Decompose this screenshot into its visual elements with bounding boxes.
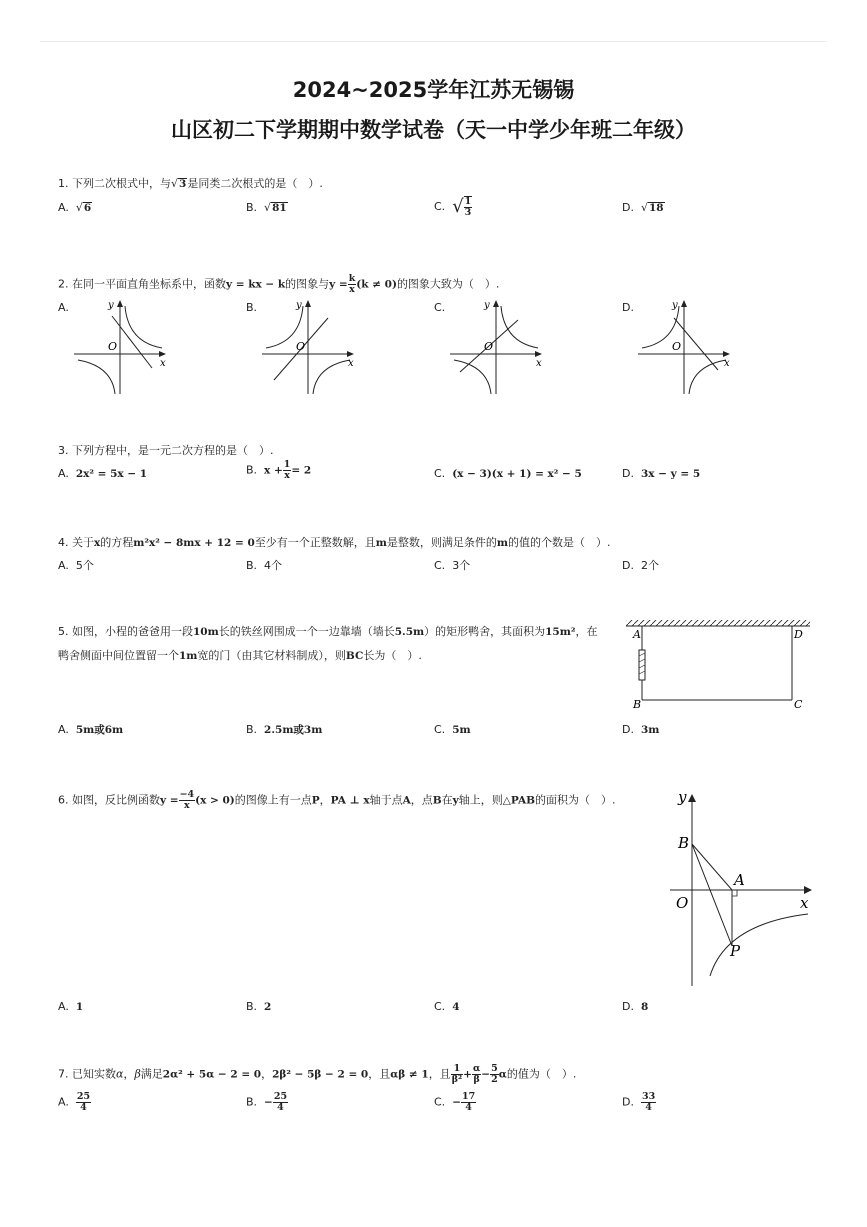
q1-option-c-num: 1 [464, 196, 472, 207]
q2-text-a: 2. 在同一平面直角坐标系中，函数 [58, 277, 226, 291]
q7-option-d-den: 4 [645, 1102, 652, 1113]
q2-text-c: 的图象大致为（ ）. [396, 277, 500, 291]
q4-var-x: x [94, 537, 101, 549]
question-7-stem [58, 1064, 576, 1085]
y-label: y [108, 300, 114, 311]
q7-option-b-sign: − [264, 1096, 273, 1109]
hyperbola-branch-q4 [313, 360, 350, 394]
q5-wall-length: 5.5m [394, 626, 425, 638]
q7-minus: − [481, 1068, 491, 1081]
option-letter: B. [246, 1000, 258, 1013]
y-label: y [672, 300, 678, 311]
q7-option-b[interactable] [246, 1092, 288, 1113]
option-letter: C. [434, 1095, 446, 1109]
q7-text-d: ， [261, 1067, 273, 1081]
q3-option-b[interactable] [246, 460, 311, 481]
q5-option-c[interactable] [434, 722, 471, 738]
q3-option-d[interactable] [622, 466, 700, 482]
q5-area: 15m² [545, 626, 576, 638]
question-1-stem: 1. 下列二次根式中，与√3是同类二次根式的是（ ）. [58, 177, 323, 190]
q7-option-c-den: 4 [465, 1102, 472, 1113]
q6-text-h: 的面积为（ ）. [534, 793, 616, 807]
option-letter: C. [434, 200, 446, 213]
q7-term2-den: β [473, 1074, 480, 1085]
option-letter: D. [622, 201, 634, 214]
question-5-stem-line-2 [58, 648, 422, 664]
origin-label: O [108, 340, 118, 353]
option-letter: C. [434, 467, 446, 480]
option-letter: D. [622, 723, 634, 736]
option-letter: A. [58, 201, 69, 214]
q7-plus: + [463, 1068, 472, 1081]
q6-point-p: P [311, 794, 320, 807]
q7-text-c: 满足 [140, 1067, 163, 1081]
origin-label: O [484, 340, 494, 353]
option-letter: A. [58, 723, 69, 736]
q6-option-d[interactable] [622, 999, 648, 1015]
q2-graph-a[interactable] [70, 296, 170, 396]
x-axis-arrow-icon [804, 886, 812, 894]
q6-text-d: 轴于点 [369, 793, 403, 807]
q6-func-lhs: y = [160, 794, 179, 807]
q4-text-e: 的值的个数是（ ）. [508, 536, 611, 549]
q3-option-b-num: 1 [283, 459, 291, 470]
q1-text-b: 是同类二次根式的是（ ）. [187, 177, 323, 190]
option-letter: D. [622, 1095, 634, 1109]
q7-option-a-den: 4 [80, 1102, 87, 1113]
label-a: A [734, 871, 745, 889]
q6-func-cond: (x > 0) [195, 794, 235, 807]
hyperbola-branch-q3 [454, 360, 491, 394]
q4-option-d[interactable] [622, 558, 659, 574]
q1-option-a-radicand: 6 [83, 202, 92, 214]
q5-option-a-text: 5m或6m [75, 724, 124, 736]
q7-option-a-num: 25 [76, 1091, 91, 1102]
q5-line1-c: ）的矩形鸭舍，其面积为 [424, 625, 546, 638]
q5-line2-c: 长为（ ）. [363, 649, 422, 662]
label-a: A [633, 628, 641, 641]
q7-option-d[interactable] [622, 1092, 656, 1113]
label-b: B [678, 834, 690, 852]
q5-segment: BC [345, 650, 364, 662]
q1-radical: 3 [179, 178, 187, 190]
q6-point-b: B [432, 794, 442, 807]
q5-option-d-text: 3m [640, 724, 660, 736]
q6-text-c: ， [319, 793, 331, 807]
q7-option-b-num: 25 [273, 1091, 288, 1102]
y-label: y [484, 300, 490, 311]
page-title-line-2: 山区初二下学期期中数学试卷（天一中学少年班二年级） [171, 118, 696, 142]
x-axis-arrow-icon [159, 351, 166, 357]
x-axis-arrow-icon [347, 351, 354, 357]
q2-text-b: 的图象与 [285, 277, 330, 291]
q7-text-a: 7. 已知实数 [58, 1067, 116, 1081]
q4-var-m-2: m [496, 537, 509, 549]
option-letter: B. [246, 559, 258, 572]
option-letter: A. [58, 1095, 69, 1109]
q7-text-e: ，且 [368, 1067, 391, 1081]
q6-text-e: ，点 [410, 793, 433, 807]
label-d: D [794, 628, 803, 641]
top-divider [40, 41, 827, 42]
option-letter: C. [434, 723, 446, 736]
q1-option-b-radicand: 81 [272, 202, 287, 214]
hyperbola-branch-q1 [125, 306, 162, 348]
q7-option-a[interactable] [58, 1092, 91, 1113]
origin-label: O [672, 340, 682, 353]
q5-line1-a: 5. 如图，小程的爸爸用一段 [58, 625, 193, 638]
q7-option-b-den: 4 [277, 1102, 284, 1113]
q2-inverse-cond: (k ≠ 0) [356, 278, 397, 291]
q5-length: 10m [193, 626, 219, 638]
q7-term3-den: 2 [491, 1074, 498, 1085]
label-c: C [794, 698, 803, 711]
q6-option-c[interactable] [434, 999, 460, 1015]
x-label: x [348, 358, 354, 369]
question-3-stem: 3. 下列方程中，是一元二次方程的是（ ）. [58, 444, 274, 457]
hyperbola-branch-q4 [689, 360, 726, 394]
label-b: B [633, 698, 642, 711]
q3-option-b-pre: x + [264, 464, 283, 477]
q7-option-c-num: 17 [462, 1091, 476, 1102]
q4-option-c[interactable] [434, 558, 470, 574]
q5-line1-d: ，在 [575, 625, 598, 638]
q7-beta: β [134, 1067, 141, 1081]
q5-door-width: 1m [179, 650, 198, 662]
q1-option-d[interactable]: D. √18 [622, 201, 664, 214]
q6-func-num: −4 [179, 789, 195, 800]
segment-bp [692, 844, 732, 946]
q4-text-b: 的方程 [100, 536, 134, 549]
q2-inverse-num: k [348, 273, 356, 284]
q7-term3-num: 5 [491, 1063, 498, 1074]
q2-option-d-letter[interactable]: D. [622, 301, 634, 314]
x-axis-arrow-icon [723, 351, 730, 357]
q7-text-g: 的值为（ ）. [506, 1067, 577, 1081]
q6-option-c-text: 4 [452, 1001, 460, 1013]
x-label: x [724, 358, 730, 369]
option-letter: B. [246, 1095, 258, 1109]
q4-option-d-text: 2个 [640, 559, 659, 572]
q1-option-d-radicand: 18 [648, 202, 664, 214]
label-p: P [730, 942, 741, 960]
q5-option-b[interactable] [246, 722, 322, 738]
q6-option-a-text: 1 [75, 1001, 84, 1013]
q4-var-m: m [375, 537, 387, 549]
q6-option-d-text: 8 [640, 1001, 649, 1013]
y-label: y [678, 788, 687, 806]
q7-text-b: ， [123, 1067, 135, 1081]
q4-text-a: 4. 关于 [58, 536, 94, 549]
x-label: x [160, 358, 166, 369]
q5-option-a[interactable] [58, 722, 123, 738]
option-letter: B. [246, 463, 258, 477]
x-axis-arrow-icon [535, 351, 542, 357]
q2-option-c-letter[interactable]: C. [434, 301, 446, 314]
q4-option-b-text: 4个 [264, 559, 283, 572]
q2-option-b-letter[interactable]: B. [246, 301, 258, 314]
q4-equation: m²x² − 8mx + 12 = 0 [133, 537, 255, 549]
q5-line1-b: 长的铁丝网围成一个一边靠墙（墙长 [218, 625, 395, 638]
q3-option-b-post: = 2 [291, 464, 312, 477]
q5-line2-a: 鸭舍侧面中间位置留一个 [58, 649, 179, 662]
x-label: x [536, 358, 542, 369]
q3-option-c-expr: (x − 3)(x + 1) = x² − 5 [452, 468, 582, 480]
q7-condition: αβ ≠ 1 [390, 1068, 429, 1081]
q2-linear-function: y = kx − k [226, 278, 286, 291]
hyperbola-branch [710, 914, 808, 976]
q6-option-b[interactable] [246, 999, 271, 1015]
q7-text-f: ，且 [428, 1067, 451, 1081]
q7-alpha: α [116, 1067, 124, 1081]
origin-label: O [676, 894, 689, 912]
q5-figure-duck-shed [622, 612, 814, 712]
q7-option-c[interactable] [434, 1092, 476, 1113]
option-letter: B. [246, 201, 258, 214]
q6-point-a: A [402, 794, 411, 807]
option-letter: C. [434, 1000, 446, 1013]
segment-ba [692, 844, 732, 890]
q4-option-a[interactable] [58, 558, 94, 574]
q7-term3-alpha: α [498, 1068, 507, 1081]
question-5-stem-line-1 [58, 624, 597, 640]
right-angle-mark [732, 890, 737, 896]
q3-option-c[interactable] [434, 466, 582, 482]
y-axis-arrow-icon [493, 300, 499, 307]
q2-option-a-letter[interactable]: A. [58, 301, 69, 314]
q7-equation-1: 2α² + 5α − 2 = 0 [162, 1068, 262, 1081]
q3-option-a-expr: 2x² = 5x − 1 [75, 468, 148, 480]
option-letter: D. [622, 1000, 634, 1013]
q6-option-a[interactable] [58, 999, 83, 1015]
q6-triangle: △PAB [502, 794, 535, 807]
q6-y-var: y [452, 794, 459, 807]
question-6-stem [58, 790, 615, 811]
q6-perpendicular: PA ⊥ x [330, 794, 370, 807]
q5-option-b-text: 2.5m或3m [264, 724, 323, 736]
q5-option-c-text: 5m [452, 724, 471, 736]
q4-option-c-text: 3个 [452, 559, 471, 572]
q1-option-b[interactable]: B. √81 [246, 201, 287, 214]
q2-inverse-den: x [349, 284, 355, 295]
q2-graph-c[interactable] [446, 296, 546, 396]
origin-label: O [296, 340, 306, 353]
page-title-line-1: 2024~2025学年江苏无锡锡 [292, 78, 575, 102]
option-letter: A. [58, 1000, 69, 1013]
q3-option-d-expr: 3x − y = 5 [640, 468, 701, 480]
option-letter: D. [622, 559, 634, 572]
q4-text-d: 是整数，则满足条件的 [386, 536, 497, 549]
q6-text-g: 轴上，则 [458, 793, 503, 807]
q2-graph-b[interactable] [258, 296, 358, 396]
question-2-stem [58, 274, 499, 295]
hyperbola-branch-q1 [501, 306, 538, 348]
y-axis-arrow-icon [305, 300, 311, 307]
option-letter: A. [58, 467, 69, 480]
q6-text-f: 在 [441, 793, 453, 807]
option-letter: B. [246, 723, 258, 736]
q2-inverse-lhs: y = [329, 278, 348, 291]
y-axis-arrow-icon [117, 300, 123, 307]
wall-hatching [626, 620, 810, 626]
line-function [112, 316, 152, 368]
q1-option-c[interactable]: C. √ $\frac{1}{3}$ [434, 196, 472, 218]
hyperbola-branch-q3 [78, 360, 115, 394]
q6-text-b: 的图像上有一点 [234, 793, 312, 807]
option-letter: D. [622, 467, 634, 480]
q4-option-b[interactable] [246, 558, 282, 574]
q1-option-a[interactable]: A. √6 [58, 201, 92, 214]
q5-line2-b: 宽的门（由其它材料制成），则 [197, 649, 346, 662]
option-letter: A. [58, 559, 69, 572]
q6-func-den: x [184, 800, 190, 811]
q5-option-d[interactable] [622, 722, 659, 738]
y-axis-arrow-icon [681, 300, 687, 307]
q3-option-a[interactable] [58, 466, 147, 482]
q7-option-d-num: 33 [641, 1091, 656, 1102]
q7-equation-2: 2β² − 5β − 2 = 0 [272, 1068, 369, 1081]
q2-graph-d[interactable] [634, 296, 734, 396]
y-axis-arrow-icon [688, 794, 696, 802]
option-letter: C. [434, 559, 446, 572]
q3-option-b-den: x [284, 470, 290, 481]
question-4-stem [58, 535, 611, 551]
q7-option-c-sign: − [452, 1096, 461, 1109]
q7-term1-num: 1 [451, 1064, 463, 1075]
q6-figure [664, 784, 819, 990]
q1-option-c-den: 3 [464, 207, 472, 218]
q4-option-a-text: 5个 [75, 559, 94, 572]
q6-option-b-text: 2 [264, 1001, 272, 1013]
y-label: y [296, 300, 302, 311]
q4-text-c: 至少有一个正整数解，且 [254, 536, 376, 549]
x-label: x [800, 894, 809, 912]
q7-term2-num: α [472, 1063, 481, 1074]
q7-term1-den: β² [451, 1074, 463, 1085]
q6-text-a: 6. 如图，反比例函数 [58, 793, 160, 807]
q1-text-a: 1. 下列二次根式中，与 [58, 177, 171, 190]
